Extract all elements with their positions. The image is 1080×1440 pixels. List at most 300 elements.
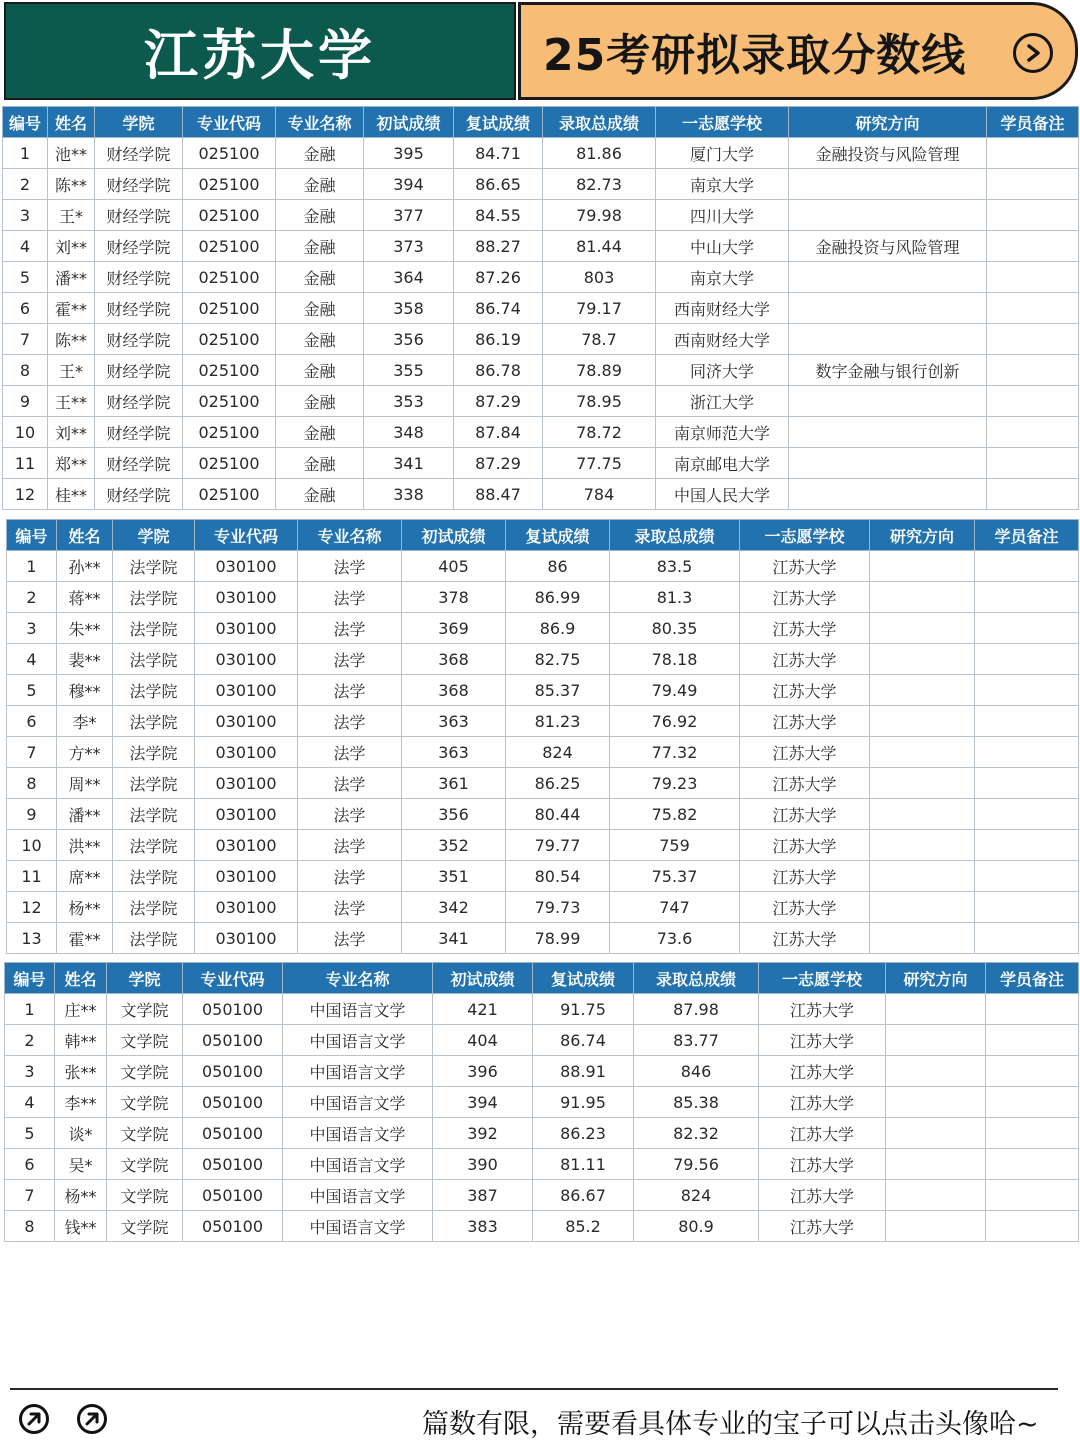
table-cell: 江苏大学	[740, 675, 870, 706]
table-cell: 11	[3, 448, 48, 479]
table-cell: 4	[7, 644, 57, 675]
table-cell	[975, 644, 1079, 675]
table-cell: 江苏大学	[759, 1087, 886, 1118]
column-header: 专业名称	[276, 107, 364, 138]
table-cell	[975, 768, 1079, 799]
table-cell	[789, 386, 987, 417]
table-cell: 法学院	[113, 768, 195, 799]
table-cell: 81.23	[506, 706, 610, 737]
table-cell	[870, 582, 975, 613]
table-cell: 394	[364, 169, 454, 200]
table-cell: 2	[5, 1025, 55, 1056]
column-header: 初试成绩	[433, 963, 533, 994]
table-cell: 050100	[183, 994, 283, 1025]
table-cell: 79.56	[634, 1149, 759, 1180]
table-cell: 84.55	[454, 200, 543, 231]
table-cell: 法学	[298, 861, 402, 892]
table-row	[5, 1211, 1079, 1242]
table-cell: 杨**	[55, 1180, 107, 1211]
table-row	[5, 1056, 1079, 1087]
table-cell: 383	[433, 1211, 533, 1242]
table-cell: 86.9	[506, 613, 610, 644]
admission-table-literature	[4, 962, 1079, 1242]
table-cell: 潘**	[57, 799, 113, 830]
table-cell: 79.23	[610, 768, 740, 799]
column-header: 专业代码	[183, 107, 276, 138]
table-cell: 3	[5, 1056, 55, 1087]
table-cell: 79.73	[506, 892, 610, 923]
footer-note: 篇数有限，需要看具体专业的宝子可以点击头像哈~	[422, 1409, 1039, 1438]
table-cell: 江苏大学	[759, 994, 886, 1025]
table-cell: 财经学院	[95, 231, 183, 262]
table-cell	[975, 613, 1079, 644]
table-cell	[986, 1087, 1079, 1118]
table-cell: 法学院	[113, 675, 195, 706]
table-cell: 363	[402, 737, 506, 768]
table-cell: 030100	[195, 675, 298, 706]
table-cell: 80.54	[506, 861, 610, 892]
table-row	[5, 994, 1079, 1025]
column-header: 学院	[107, 963, 183, 994]
table-cell: 文学院	[107, 1087, 183, 1118]
table-cell	[886, 1118, 986, 1149]
table-cell: 80.44	[506, 799, 610, 830]
table-cell	[975, 923, 1079, 954]
table-cell: 030100	[195, 861, 298, 892]
table-cell: 浙江大学	[656, 386, 789, 417]
table-cell	[986, 994, 1079, 1025]
table-cell	[975, 830, 1079, 861]
table-cell: 财经学院	[95, 355, 183, 386]
table-cell	[789, 324, 987, 355]
table-cell: 陈**	[48, 324, 95, 355]
admission-table-law	[6, 519, 1079, 954]
table-cell: 341	[402, 923, 506, 954]
table-cell: 356	[402, 799, 506, 830]
table-cell: 中国语言文学	[283, 994, 433, 1025]
table-cell: 法学院	[113, 706, 195, 737]
table-cell: 759	[610, 830, 740, 861]
table-cell: 355	[364, 355, 454, 386]
column-header: 专业名称	[298, 520, 402, 551]
table-cell: 谈*	[55, 1118, 107, 1149]
table-cell: 王*	[48, 200, 95, 231]
title-banner	[4, 2, 516, 100]
table-cell: 025100	[183, 231, 276, 262]
table-cell: 文学院	[107, 1118, 183, 1149]
table-cell	[870, 551, 975, 582]
table-cell: 10	[3, 417, 48, 448]
arrow-up-right-icon[interactable]	[76, 1403, 108, 1435]
table-cell	[987, 169, 1079, 200]
table-cell: 352	[402, 830, 506, 861]
table-cell	[789, 293, 987, 324]
table-cell	[987, 138, 1079, 169]
table-cell: 88.91	[533, 1056, 634, 1087]
table-cell: 3	[3, 200, 48, 231]
table-cell: 南京大学	[656, 262, 789, 293]
column-header: 专业名称	[283, 963, 433, 994]
table-cell: 91.75	[533, 994, 634, 1025]
table-cell: 法学院	[113, 799, 195, 830]
table-cell	[987, 386, 1079, 417]
table-cell: 82.32	[634, 1118, 759, 1149]
table-cell: 池**	[48, 138, 95, 169]
table-cell: 81.44	[543, 231, 656, 262]
arrow-up-right-icon[interactable]	[18, 1403, 50, 1435]
table-cell: 87.84	[454, 417, 543, 448]
table-cell: 6	[5, 1149, 55, 1180]
column-header: 复试成绩	[533, 963, 634, 994]
table-cell: 86.25	[506, 768, 610, 799]
table-cell: 江苏大学	[740, 768, 870, 799]
table-cell: 4	[3, 231, 48, 262]
table-cell: 030100	[195, 830, 298, 861]
table-cell: 厦门大学	[656, 138, 789, 169]
table-cell	[886, 1087, 986, 1118]
table-cell: 030100	[195, 706, 298, 737]
table-cell	[789, 169, 987, 200]
table-cell: 江苏大学	[740, 551, 870, 582]
table-cell: 同济大学	[656, 355, 789, 386]
table-cell: 030100	[195, 768, 298, 799]
table-cell: 7	[5, 1180, 55, 1211]
table-cell: 吴*	[55, 1149, 107, 1180]
table-cell: 文学院	[107, 1180, 183, 1211]
table-cell: 孙**	[57, 551, 113, 582]
table-cell: 金融	[276, 355, 364, 386]
table-row	[7, 582, 1079, 613]
table-cell: 法学	[298, 551, 402, 582]
table-cell: 86.74	[454, 293, 543, 324]
table-cell	[975, 892, 1079, 923]
table-cell: 席**	[57, 861, 113, 892]
table-cell	[975, 582, 1079, 613]
table-cell: 050100	[183, 1180, 283, 1211]
table-cell: 金融	[276, 200, 364, 231]
table-cell: 81.3	[610, 582, 740, 613]
table-cell: 80.35	[610, 613, 740, 644]
column-header: 姓名	[57, 520, 113, 551]
table-cell: 3	[7, 613, 57, 644]
table-cell: 庄**	[55, 994, 107, 1025]
table-cell: 法学	[298, 644, 402, 675]
table-cell: 霍**	[48, 293, 95, 324]
table-cell: 江苏大学	[740, 582, 870, 613]
table-cell: 88.47	[454, 479, 543, 510]
table-row	[7, 768, 1079, 799]
table-cell: 030100	[195, 892, 298, 923]
table-cell: 8	[5, 1211, 55, 1242]
table-cell	[975, 551, 1079, 582]
table-cell: 韩**	[55, 1025, 107, 1056]
table-cell	[986, 1149, 1079, 1180]
table-cell: 周**	[57, 768, 113, 799]
table-cell	[870, 675, 975, 706]
table-cell: 025100	[183, 262, 276, 293]
table-cell: 86.99	[506, 582, 610, 613]
table-cell: 王*	[48, 355, 95, 386]
table-cell: 364	[364, 262, 454, 293]
table-cell: 文学院	[107, 1211, 183, 1242]
table-row	[3, 138, 1079, 169]
table-cell: 江苏大学	[740, 644, 870, 675]
table-cell	[886, 994, 986, 1025]
column-header: 复试成绩	[454, 107, 543, 138]
table-cell: 803	[543, 262, 656, 293]
table-cell: 财经学院	[95, 262, 183, 293]
table-cell: 金融	[276, 479, 364, 510]
table-cell: 8	[7, 768, 57, 799]
table-cell	[975, 675, 1079, 706]
table-cell: 83.77	[634, 1025, 759, 1056]
table-row	[3, 293, 1079, 324]
table-cell	[886, 1149, 986, 1180]
table-cell	[886, 1211, 986, 1242]
column-header: 研究方向	[886, 963, 986, 994]
table-cell	[987, 324, 1079, 355]
table-row	[7, 923, 1079, 954]
table-cell: 江苏大学	[759, 1056, 886, 1087]
table-cell: 050100	[183, 1118, 283, 1149]
table-cell: 张**	[55, 1056, 107, 1087]
table-cell: 财经学院	[95, 169, 183, 200]
table-cell	[975, 706, 1079, 737]
table-cell	[789, 262, 987, 293]
table-cell	[986, 1180, 1079, 1211]
table-cell: 025100	[183, 479, 276, 510]
table-header-row	[5, 963, 1079, 994]
table-cell	[870, 613, 975, 644]
table-cell	[987, 417, 1079, 448]
table-row	[5, 1087, 1079, 1118]
column-header: 研究方向	[870, 520, 975, 551]
table-cell: 8	[3, 355, 48, 386]
table-cell: 78.95	[543, 386, 656, 417]
table-row	[7, 706, 1079, 737]
table-cell: 金融	[276, 324, 364, 355]
table-cell: 75.82	[610, 799, 740, 830]
table-row	[3, 355, 1079, 386]
table-row	[7, 861, 1079, 892]
table-cell: 李*	[57, 706, 113, 737]
play-circle-icon[interactable]	[1013, 33, 1053, 73]
table-cell: 财经学院	[95, 479, 183, 510]
table-cell: 404	[433, 1025, 533, 1056]
table-cell: 西南财经大学	[656, 324, 789, 355]
table-cell: 法学院	[113, 892, 195, 923]
table-cell: 025100	[183, 169, 276, 200]
table-cell: 法学院	[113, 923, 195, 954]
table-cell: 025100	[183, 417, 276, 448]
table-cell: 1	[5, 994, 55, 1025]
table-cell: 79.98	[543, 200, 656, 231]
table-cell: 87.29	[454, 386, 543, 417]
table-cell: 025100	[183, 293, 276, 324]
table-cell: 金融	[276, 169, 364, 200]
table-cell	[986, 1118, 1079, 1149]
table-cell: 中国语言文学	[283, 1211, 433, 1242]
table-cell: 文学院	[107, 1025, 183, 1056]
table-cell: 78.7	[543, 324, 656, 355]
table-cell: 数字金融与银行创新	[789, 355, 987, 386]
table-cell: 78.99	[506, 923, 610, 954]
table-cell: 91.95	[533, 1087, 634, 1118]
table-row	[7, 675, 1079, 706]
table-cell: 78.72	[543, 417, 656, 448]
table-cell: 050100	[183, 1056, 283, 1087]
table-cell: 86.23	[533, 1118, 634, 1149]
table-cell: 030100	[195, 644, 298, 675]
footer-divider	[10, 1388, 1058, 1390]
table-cell: 025100	[183, 386, 276, 417]
subtitle-banner	[518, 2, 1078, 100]
table-cell: 050100	[183, 1025, 283, 1056]
table-cell: 421	[433, 994, 533, 1025]
column-header: 研究方向	[789, 107, 987, 138]
table-cell: 方**	[57, 737, 113, 768]
table-cell: 86.74	[533, 1025, 634, 1056]
table-cell: 050100	[183, 1149, 283, 1180]
table-header-row	[7, 520, 1079, 551]
table-cell: 中国语言文学	[283, 1056, 433, 1087]
table-cell: 378	[402, 582, 506, 613]
table-cell: 郑**	[48, 448, 95, 479]
table-cell: 1	[7, 551, 57, 582]
table-cell: 法学	[298, 799, 402, 830]
table-cell	[886, 1056, 986, 1087]
table-cell: 四川大学	[656, 200, 789, 231]
table-cell: 030100	[195, 613, 298, 644]
table-header-row	[3, 107, 1079, 138]
table-cell: 341	[364, 448, 454, 479]
table-cell: 金融	[276, 293, 364, 324]
table-cell: 江苏大学	[759, 1118, 886, 1149]
table-cell: 394	[433, 1087, 533, 1118]
column-header: 学员备注	[986, 963, 1079, 994]
table-cell: 85.38	[634, 1087, 759, 1118]
table-cell: 030100	[195, 799, 298, 830]
table-cell: 财经学院	[95, 324, 183, 355]
table-row	[7, 737, 1079, 768]
table-cell: 387	[433, 1180, 533, 1211]
column-header: 编号	[5, 963, 55, 994]
table-cell: 79.49	[610, 675, 740, 706]
table-cell: 025100	[183, 355, 276, 386]
table-cell: 12	[7, 892, 57, 923]
table-cell: 金融	[276, 386, 364, 417]
table-row	[3, 386, 1079, 417]
table-row	[3, 417, 1079, 448]
table-cell: 法学	[298, 830, 402, 861]
table-cell	[870, 644, 975, 675]
table-cell: 84.71	[454, 138, 543, 169]
table-cell: 81.11	[533, 1149, 634, 1180]
table-cell: 747	[610, 892, 740, 923]
table-cell: 法学	[298, 613, 402, 644]
column-header: 编号	[3, 107, 48, 138]
table-row	[5, 1025, 1079, 1056]
table-cell: 368	[402, 675, 506, 706]
table-cell: 87.26	[454, 262, 543, 293]
table-cell: 78.89	[543, 355, 656, 386]
table-cell: 中国语言文学	[283, 1087, 433, 1118]
table-cell: 338	[364, 479, 454, 510]
table-row	[7, 892, 1079, 923]
table-cell: 金融投资与风险管理	[789, 138, 987, 169]
table-cell	[789, 417, 987, 448]
table-cell: 文学院	[107, 1056, 183, 1087]
table-cell: 7	[3, 324, 48, 355]
table-cell: 2	[3, 169, 48, 200]
table-cell: 348	[364, 417, 454, 448]
table-cell	[986, 1056, 1079, 1087]
table-cell: 361	[402, 768, 506, 799]
table-cell: 财经学院	[95, 200, 183, 231]
table-row	[7, 551, 1079, 582]
table-row	[3, 262, 1079, 293]
table-cell: 77.75	[543, 448, 656, 479]
table-cell	[789, 200, 987, 231]
table-cell: 85.2	[533, 1211, 634, 1242]
table-cell: 法学	[298, 582, 402, 613]
table-cell: 穆**	[57, 675, 113, 706]
table-cell	[870, 923, 975, 954]
column-header: 复试成绩	[506, 520, 610, 551]
table-cell: 824	[506, 737, 610, 768]
column-header: 学院	[113, 520, 195, 551]
table-cell: 76.92	[610, 706, 740, 737]
table-cell: 5	[7, 675, 57, 706]
table-cell: 财经学院	[95, 293, 183, 324]
table-row	[3, 324, 1079, 355]
table-cell: 法学院	[113, 644, 195, 675]
table-cell: 5	[5, 1118, 55, 1149]
table-cell: 法学	[298, 706, 402, 737]
table-cell: 中国语言文学	[283, 1025, 433, 1056]
table-cell	[987, 293, 1079, 324]
table-cell: 86.19	[454, 324, 543, 355]
table-cell: 2	[7, 582, 57, 613]
play-arrow-icon	[1022, 42, 1044, 64]
table-cell: 030100	[195, 923, 298, 954]
table-cell	[870, 892, 975, 923]
table-cell: 86	[506, 551, 610, 582]
table-cell	[789, 479, 987, 510]
table-cell: 潘**	[48, 262, 95, 293]
table-cell: 南京邮电大学	[656, 448, 789, 479]
table-cell: 4	[5, 1087, 55, 1118]
table-cell: 金融	[276, 231, 364, 262]
column-header: 专业代码	[195, 520, 298, 551]
table-cell: 82.75	[506, 644, 610, 675]
table-cell	[986, 1025, 1079, 1056]
table-cell: 财经学院	[95, 448, 183, 479]
table-cell: 9	[7, 799, 57, 830]
table-cell: 法学	[298, 923, 402, 954]
table-cell: 江苏大学	[740, 830, 870, 861]
table-cell: 6	[3, 293, 48, 324]
table-cell: 83.5	[610, 551, 740, 582]
table-cell	[870, 737, 975, 768]
table-cell: 法学院	[113, 582, 195, 613]
table-cell: 法学	[298, 675, 402, 706]
table-cell: 377	[364, 200, 454, 231]
table-cell: 王**	[48, 386, 95, 417]
column-header: 录取总成绩	[543, 107, 656, 138]
table-cell: 025100	[183, 200, 276, 231]
table-cell	[886, 1180, 986, 1211]
